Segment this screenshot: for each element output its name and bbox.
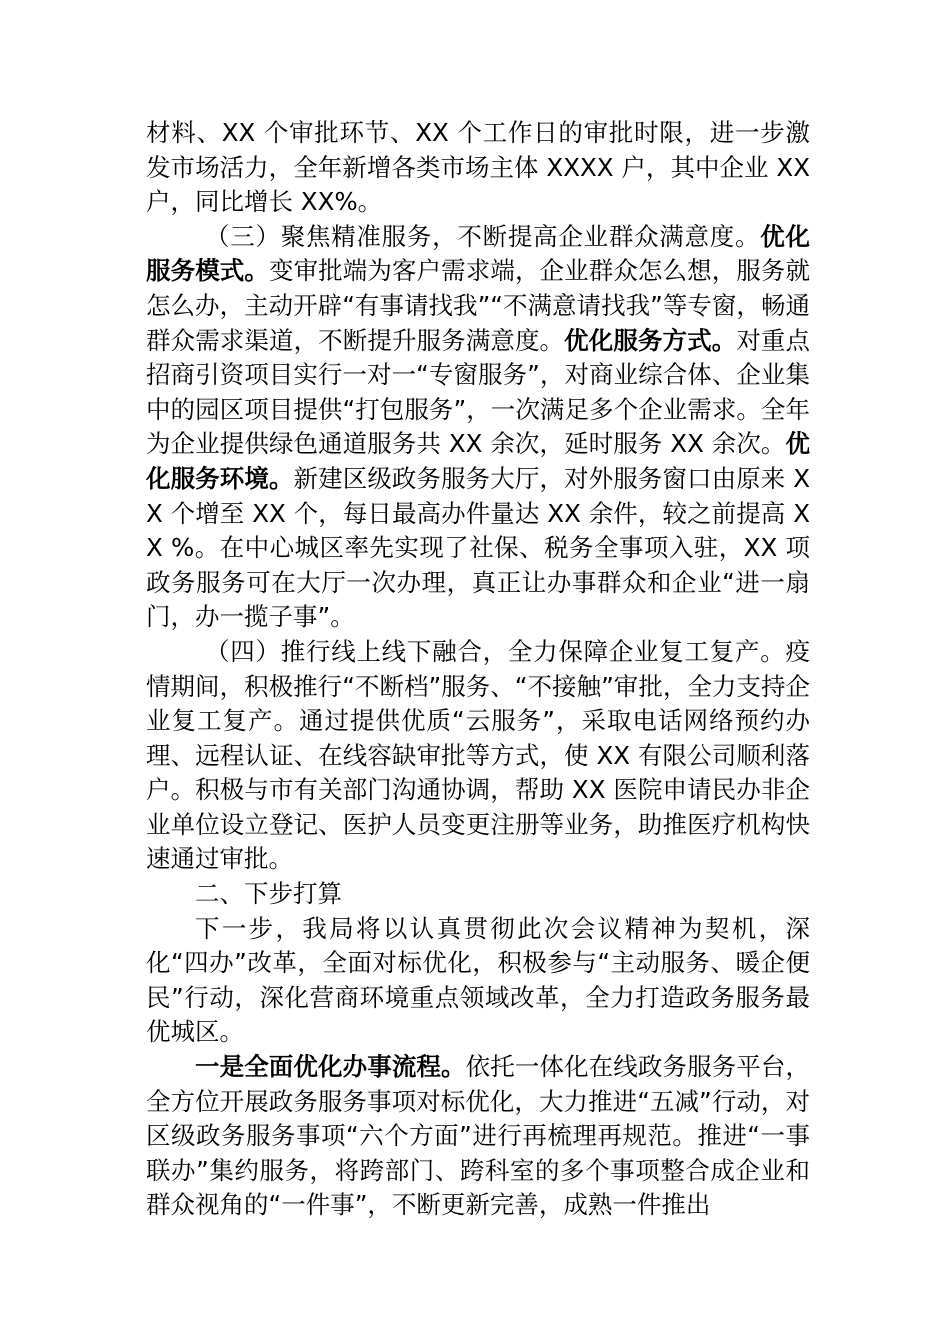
- section-heading: [146, 877, 810, 912]
- paragraph-p2: [146, 220, 810, 635]
- text-segment: （四）推行线上线下融合，全力保障企业复工复产。疫情期间，积极推行“不断档”服务、“不接触”审批，全力支持企业复工复产。通过提供优质“云服务”，采取电话网络预约办理、远程认证、在线容缺审批等方式，使 XX 有限公司顺利落户。积极与市有关部门沟通协调，帮助 XX 医院申请民办非企业单位设立登记、医护人员变更注册等业务，助推医疗机构快速通过审批。: [146, 636, 810, 874]
- text-segment: 变审批端为客户需求端，企业群众怎么想，服务就怎么办，主动开辟“有事请找我”“不满意请找我”等专窗，畅通群众需求渠道，不断提升服务满意度。: [146, 256, 811, 355]
- bold-heading-segment: 优化服务模式。: [146, 221, 811, 286]
- bold-heading-segment: 一是全面优化办事流程。: [195, 1052, 466, 1082]
- paragraph-p3: [146, 635, 810, 877]
- paragraph-p5: [146, 912, 810, 1050]
- text-segment: 二、下步打算: [195, 879, 342, 909]
- document-body: [146, 116, 810, 1223]
- bold-heading-segment: 优化服务方式。: [564, 325, 737, 355]
- text-segment: （三）聚焦精准服务，不断提高企业群众满意度。: [205, 221, 761, 251]
- paragraph-p6: [146, 1050, 810, 1223]
- text-segment: 对重点招商引资项目实行一对一“专窗服务”，对商业综合体、企业集中的园区项目提供“打包服务”，一次满足多个企业需求。全年为企业提供绿色通道服务共 XX 余次，延时服务 XX 余次。: [146, 325, 811, 459]
- text-segment: 新建区级政务服务大厅，对外服务窗口由原来 XX 个增至 XX 个，每日最高办件量达 XX 余件，较之前提高 XX %。在中心城区率先实现了社保、税务全事项入驻，XX 项政务服务可在大厅一次办理，真正让办事群众和企业“进一扇门，办一揽子事”。: [146, 463, 811, 632]
- text-segment: 材料、XX 个审批环节、XX 个工作日的审批时限，进一步激发市场活力，全年新增各类市场主体 XXXX 户，其中企业 XX 户，同比增长 XX%。: [146, 118, 810, 217]
- paragraph-p1: [146, 116, 810, 220]
- bold-heading-segment: 优化服务环境。: [146, 429, 810, 493]
- text-segment: 下一步，我局将以认真贯彻此次会议精神为契机，深化“四办”改革，全面对标优化，积极参与“主动服务、暖企便民”行动，深化营商环境重点领域改革，全力打造政务服务最优城区。: [146, 913, 810, 1047]
- text-segment: 依托一体化在线政务服务平台，全方位开展政务服务事项对标优化，大力推进“五减”行动，对区级政务服务事项“六个方面”进行再梳理再规范。推进“一事联办”集约服务，将跨部门、跨科室的多个事项整合成企业和群众视角的“一件事”，不断更新完善，成熟一件推出: [146, 1052, 811, 1220]
